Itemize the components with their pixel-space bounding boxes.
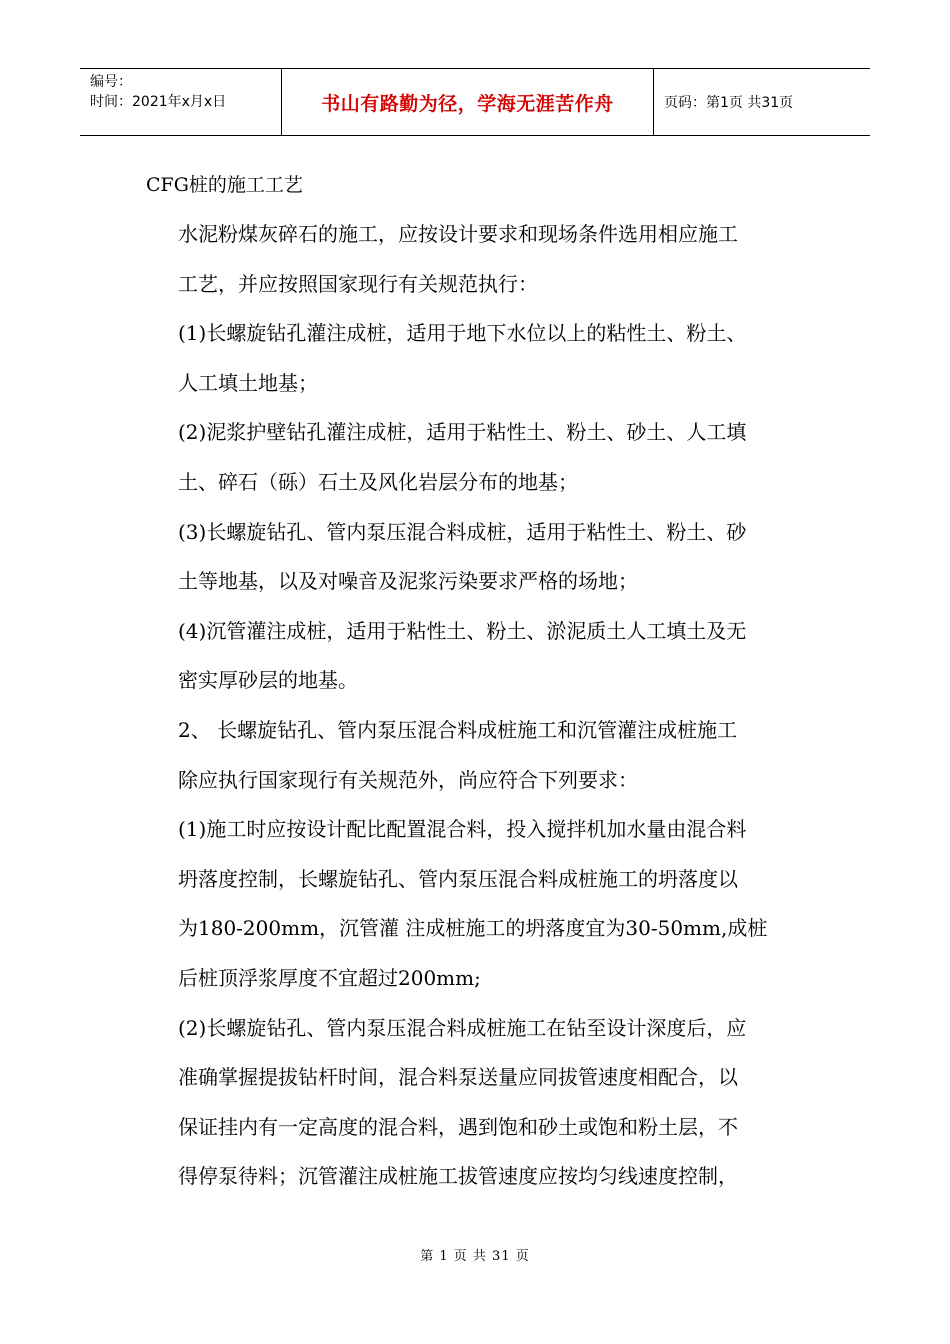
header-page-info: 页码：第1页 共31页 xyxy=(664,95,794,111)
body-line: 坍落度控制，长螺旋钻孔、管内泵压混合料成桩施工的坍落度以 xyxy=(178,866,738,891)
body-line: (1)施工时应按设计配比配置混合料，投入搅拌机加水量由混合料 xyxy=(178,817,747,842)
header-page-info-cell xyxy=(654,69,870,135)
document-title: CFG桩的施工工艺 xyxy=(146,174,303,196)
body-line: (4)沉管灌注成桩，适用于粘性土、粉土、淤泥质土人工填土及无 xyxy=(178,618,747,643)
body-line: 水泥粉煤灰碎石的施工，应按设计要求和现场条件选用相应施工 xyxy=(178,222,738,246)
page-footer: 第 1 页 共 31 页 xyxy=(420,1249,530,1264)
body-line: 2、 长螺旋钻孔、管内泵压混合料成桩施工和沉管灌注成桩施工 xyxy=(178,717,738,742)
body-line: 保证挂内有一定高度的混合料，遇到饱和砂土或饱和粉土层，不 xyxy=(178,1114,738,1139)
body-line: 除应执行国家现行有关规范外，尚应符合下列要求： xyxy=(178,767,638,792)
body-line: 工艺，并应按照国家现行有关规范执行： xyxy=(178,271,538,296)
header-meta xyxy=(80,69,282,135)
document-number-label: 编号： xyxy=(90,74,132,90)
body-line: (2)长螺旋钻孔、管内泵压混合料成桩施工在钻至设计深度后，应 xyxy=(178,1015,747,1040)
body-line: (2)泥浆护壁钻孔灌注成桩，适用于粘性土、粉土、砂土、人工填 xyxy=(178,420,747,445)
document-body xyxy=(178,210,818,1202)
body-line: (3)长螺旋钻孔、管内泵压混合料成桩，适用于粘性土、粉土、砂 xyxy=(178,519,747,544)
body-line: (1)长螺旋钻孔灌注成桩，适用于地下水位以上的粘性土、粉土、 xyxy=(178,321,747,346)
header-motto-cell xyxy=(282,69,654,135)
header-motto: 书山有路勤为径，学海无涯苦作舟 xyxy=(321,92,614,115)
body-line: 后桩顶浮浆厚度不宜超过200mm; xyxy=(178,965,481,990)
body-line: 人工填土地基； xyxy=(178,370,318,395)
body-line: 土等地基，以及对噪音及泥浆污染要求严格的场地； xyxy=(178,569,638,594)
body-line: 为180-200mm，沉管灌 注成桩施工的坍落度宜为30-50mm,成桩 xyxy=(178,916,768,941)
page-header xyxy=(80,68,870,136)
body-line: 准确掌握提拔钻杆时间，混合料泵送量应同拔管速度相配合，以 xyxy=(178,1065,738,1090)
body-line: 得停泵待料；沉管灌注成桩施工拔管速度应按均匀线速度控制， xyxy=(178,1164,738,1189)
body-line: 土、碎石（砾）石土及风化岩层分布的地基； xyxy=(178,469,578,494)
document-date-label: 时间：2021年x月x日 xyxy=(90,94,227,110)
body-line: 密实厚砂层的地基。 xyxy=(178,668,358,693)
